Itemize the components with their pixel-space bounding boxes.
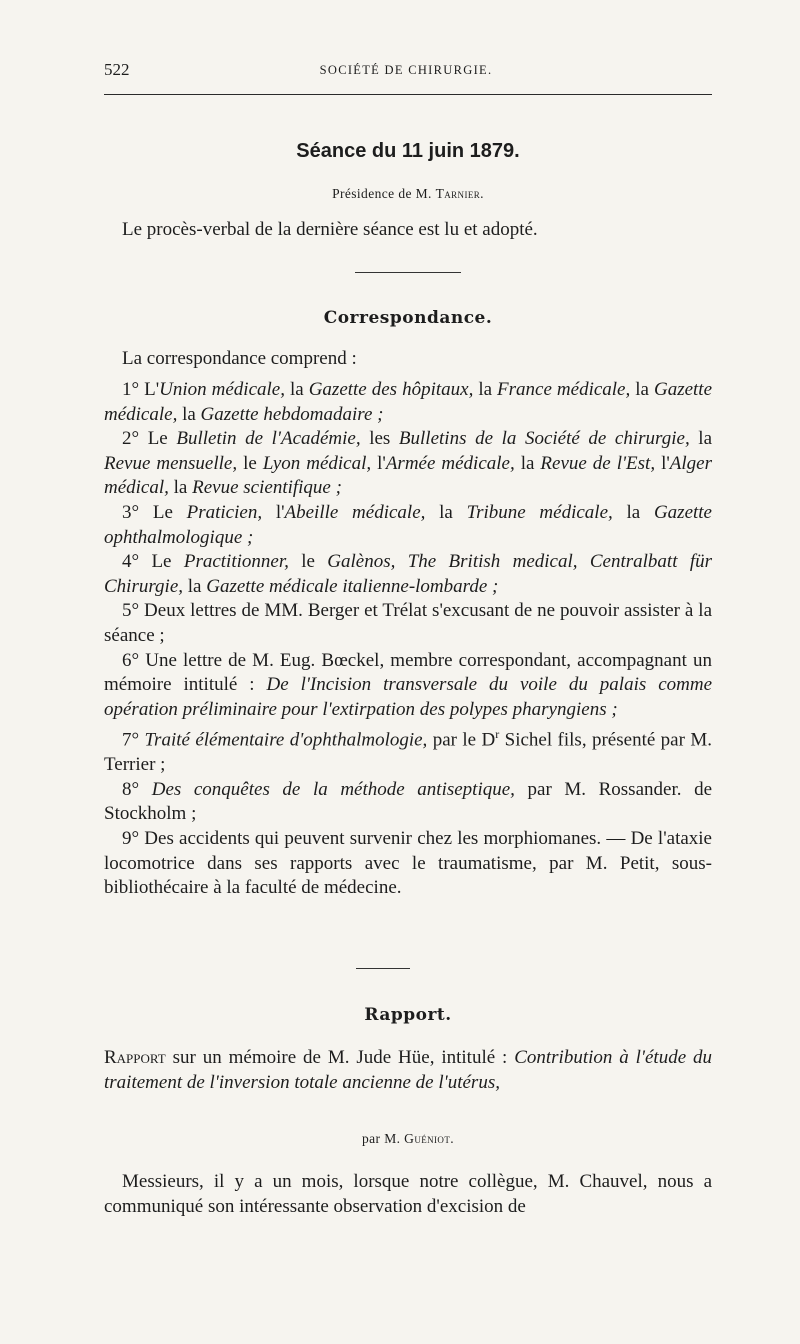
item-title-italic: Gazette médicale italienne-lombarde ; (206, 575, 499, 597)
item-text: la (473, 379, 498, 400)
item-text: L' (139, 379, 160, 400)
item-title-italic: The British medical, (407, 551, 578, 573)
item-text: Des accidents qui peuvent survenir chez les morphiomanes. — De l'ataxie locomotrice dans ses rapports avec le traumatisme, par M. Petit, sous-bibliothécaire à la faculté de médecine. (104, 828, 712, 899)
item-text: la (425, 501, 467, 523)
section-divider (355, 272, 461, 273)
journal-title: SOCIÉTÉ DE CHIRURGIE. (319, 63, 493, 77)
item-number: 5° (122, 600, 140, 622)
correspondance-item (104, 501, 712, 550)
presidence-line (104, 186, 712, 202)
item-number: 1° (122, 379, 140, 400)
item-text: Le (139, 501, 187, 523)
item-title-italic: Union médicale, (159, 379, 285, 400)
byline-name: Guéniot (404, 1131, 451, 1146)
item-title-italic: Gazette des hôpitaux, (308, 379, 474, 400)
item-title-italic: Praticien, (186, 501, 263, 523)
item-text: le (237, 452, 263, 474)
item-text: la (177, 403, 201, 425)
item-text: Sichel fils, présenté par M. Terrier ; (104, 729, 712, 776)
item-title-italic: Lyon médical, (262, 452, 372, 474)
item-text: l' (262, 501, 285, 523)
item-text: l' (655, 452, 670, 474)
item-number: 6° (122, 649, 140, 671)
president-name: Tarnier (435, 186, 481, 201)
item-text: la (612, 501, 654, 523)
item-title-italic: Revue scientifique ; (192, 477, 342, 499)
item-title-italic: De l'Incision transversale du voile du palais comme opération préliminaire pour l'extirpation des polypes pharyngiens ; (104, 674, 712, 720)
item-text: Deux lettres de MM. Berger et Trélat s'excusant de ne pouvoir assister à la séance ; (104, 600, 712, 646)
item-title-italic: Bulletins de la Société de chirurgie, (398, 428, 690, 450)
item-text: la (630, 379, 654, 400)
rapport-byline (104, 1131, 712, 1147)
item-text: la (514, 452, 541, 474)
item-number: 9° (122, 828, 140, 850)
running-header (104, 60, 708, 84)
item-text: la (183, 575, 207, 597)
item-text: l' (371, 452, 386, 474)
correspondance-item (104, 778, 712, 827)
item-text (395, 551, 407, 572)
item-title-italic: Alger médical, (104, 452, 712, 499)
item-text: par le D (427, 729, 496, 751)
presidence-prefix: Présidence de M. (332, 186, 436, 201)
item-title-italic: Abeille médicale, (284, 501, 426, 523)
page-number: 522 (104, 60, 130, 79)
item-title-italic: Practitionner, (183, 551, 289, 573)
item-text: les (360, 428, 399, 450)
item-number: 3° (122, 501, 140, 523)
item-title-italic: Tribune médicale, (466, 501, 613, 523)
item-title-italic: France médicale, (497, 379, 631, 400)
correspondance-item (104, 599, 712, 648)
item-text: la (689, 428, 713, 450)
item-text: Une lettre de M. Eug. Bœckel, membre correspondant, accompagnant un mémoire intitulé : (104, 649, 712, 696)
byline-prefix: par M. (362, 1131, 405, 1146)
item-title-italic: Galènos, (327, 551, 396, 573)
item-text: la (168, 477, 193, 499)
item-number: 2° (122, 428, 140, 450)
rapport-heading-italic: Contribution à l'étude du traitement de l'inversion totale ancienne de l'utérus, (104, 1047, 713, 1093)
correspondance-intro: La correspondance comprend : (122, 348, 357, 369)
rapport-heading-sc: Rapport (104, 1047, 166, 1068)
item-text: r (495, 727, 500, 742)
item-text: la (284, 379, 309, 400)
correspondance-item (104, 827, 712, 901)
item-text: Le (139, 428, 177, 450)
item-title-italic: Traité élémentaire d'ophthalmologie, (144, 729, 428, 751)
correspondance-title: Correspondance. (323, 308, 493, 328)
item-number: 4° (122, 551, 140, 573)
rapport-heading-text: sur un mémoire de M. Jude Hüe, intitulé : (165, 1047, 515, 1068)
item-number: 8° (122, 778, 140, 800)
correspondance-item (104, 427, 712, 501)
correspondance-list (104, 378, 712, 901)
item-title-italic: Armée médicale, (385, 452, 515, 474)
item-number: 7° (122, 729, 140, 751)
header-rule (104, 94, 712, 95)
item-text (139, 779, 152, 800)
item-title-italic: Des conquêtes de la méthode antiseptique, (151, 778, 515, 800)
byline-suffix: . (450, 1131, 454, 1146)
rapport-title: Rapport. (364, 1005, 452, 1025)
item-title-italic: Centralbatt für Chirurgie, (104, 551, 712, 597)
item-title-italic: Revue mensuelle, (104, 452, 238, 474)
item-text: Le (139, 551, 184, 573)
rapport-heading (104, 1046, 712, 1095)
item-title-italic: Gazette hebdomadaire ; (200, 403, 384, 425)
item-title-italic: Gazette ophthalmologique ; (104, 501, 712, 548)
correspondance-item (104, 722, 712, 778)
item-title-italic: Gazette médicale, (104, 379, 713, 425)
presidence-suffix: . (480, 186, 484, 201)
correspondance-item (104, 550, 712, 599)
item-text (578, 551, 590, 572)
section-divider-2 (356, 968, 410, 969)
item-text: par M. Rossander. de Stockholm ; (104, 778, 712, 825)
item-title-italic: Revue de l'Est, (540, 452, 656, 474)
session-title: Séance du 11 juin 1879. (296, 140, 520, 162)
item-text: le (288, 551, 328, 573)
correspondance-item (104, 378, 712, 427)
correspondance-item (104, 649, 712, 723)
item-title-italic: Bulletin de l'Académie, (176, 428, 361, 450)
proces-verbal: Le procès-verbal de la dernière séance est lu et adopté. (122, 219, 538, 240)
rapport-body: Messieurs, il y a un mois, lorsque notre collègue, M. Chauvel, nous a communiqué son intéressante observation d'excision de (104, 1171, 712, 1217)
